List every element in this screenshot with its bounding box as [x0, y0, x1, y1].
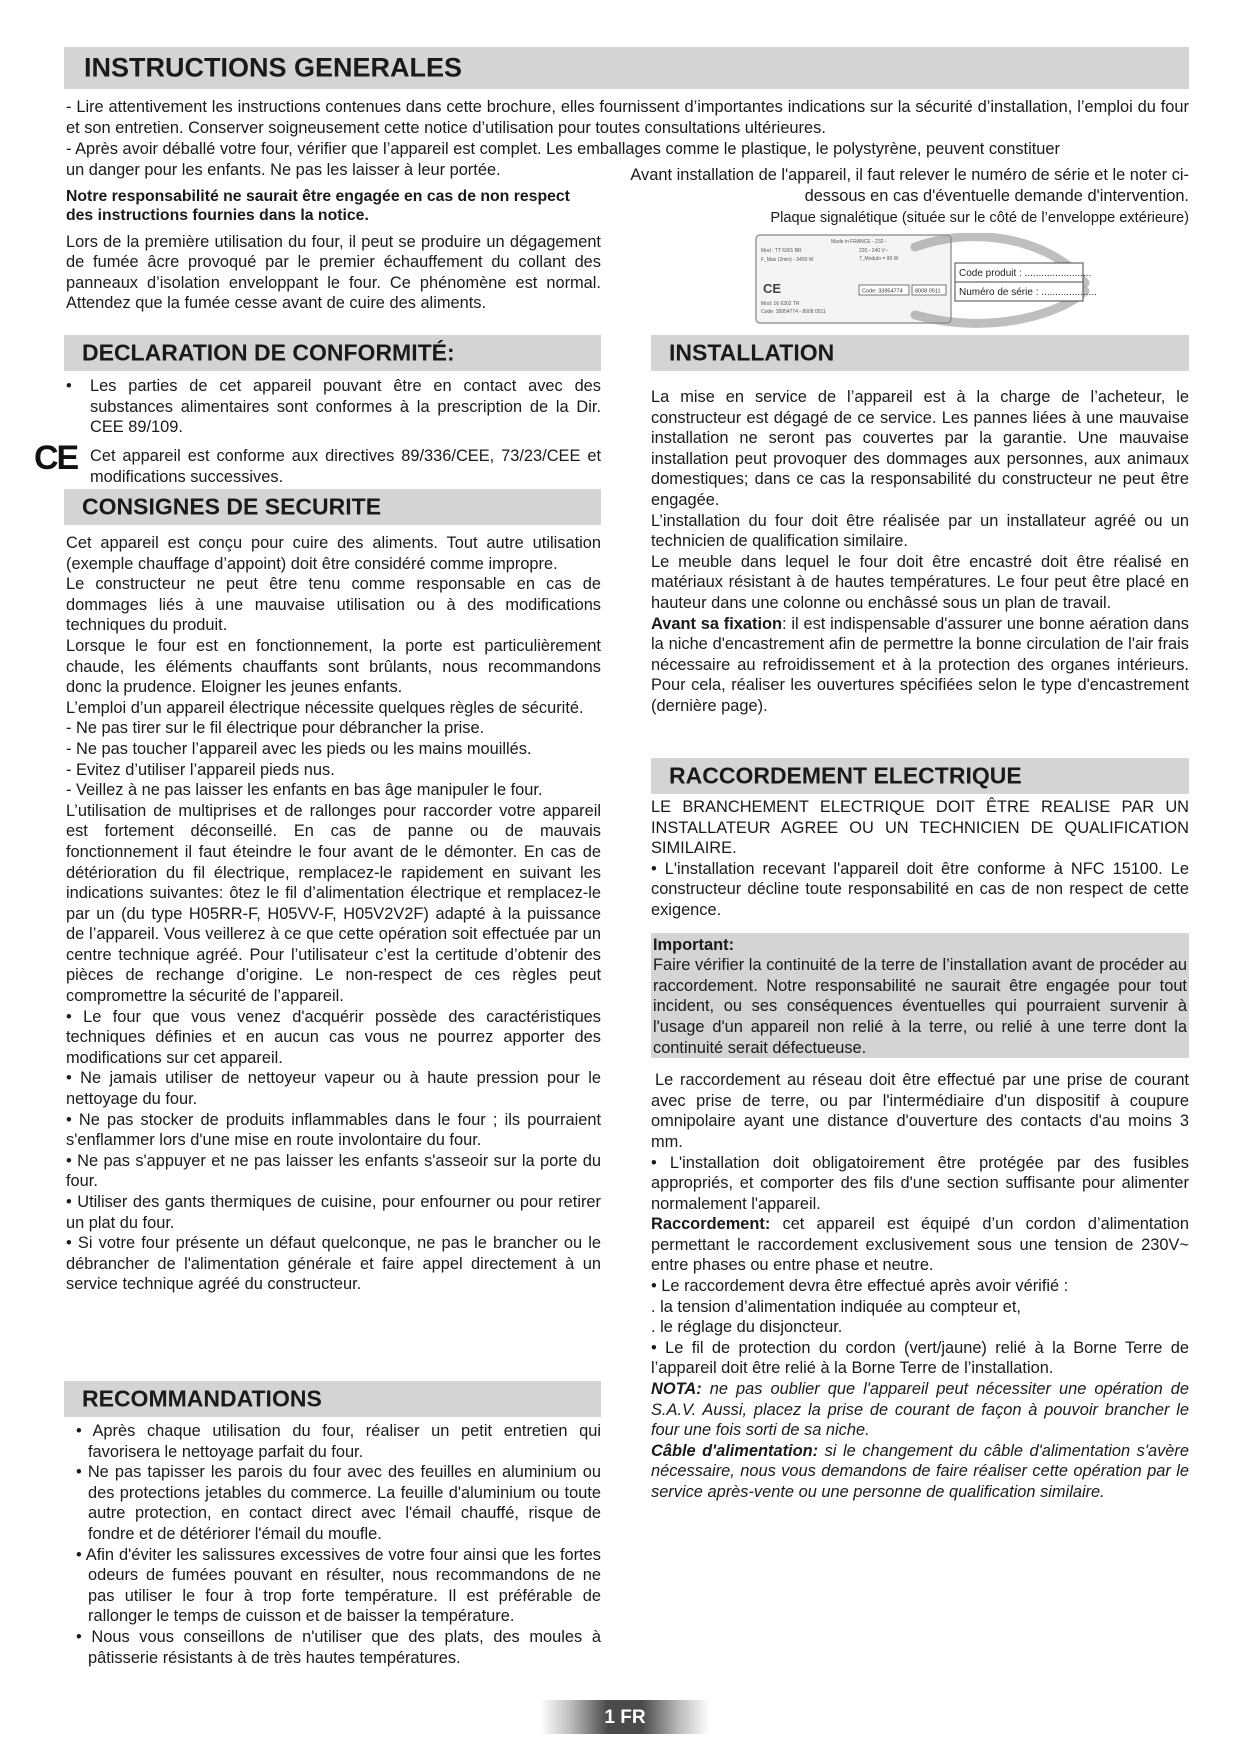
serial-text: Avant installation de l'appareil, il faut relever le numéro de série et le noter ci-dessous en cas d'éventuelle demande d'intervention.: [630, 166, 1189, 205]
consignes-p11: • Ne pas stocker de produits inflammables dans le four ; ils pourraient s'enflammer lors d'une mise en route involontaire du four.: [66, 1110, 601, 1150]
consignes-p0: Cet appareil est conçu pour cuire des aliments. Tout autre utilisation (exemple chauffage d’appoint) doit être considéré comme impropre.: [66, 534, 601, 573]
page-number-badge: [540, 1700, 710, 1734]
cable-alimentation: [651, 1441, 1189, 1503]
consignes-p13: • Utiliser des gants thermiques de cuisine, pour enfourner ou pour retirer un plat du four.: [66, 1193, 601, 1232]
nota-text: ne pas oublier que l'appareil peut nécessiter une opération de S.A.V. Aussi, placez la prise de courant de façon à pouvoir brancher le four une fois sorti de sa niche.: [651, 1380, 1189, 1440]
declaration-bullet: [66, 376, 601, 438]
raccordement-verif-2: . le réglage du disjoncteur.: [651, 1318, 843, 1337]
serial-block: [627, 165, 1189, 229]
avant-fixation-text: : il est indispensable d'assurer une bonne aération dans la niche d'encastrement afin de permettre la bonne circulation de l'air frais nécessaire au refroidissement et à la protection des organes intérieurs. Pour cela, réaliser les ouvertures spécifiées selon le type d'encastrement (dernière page).: [651, 614, 1189, 715]
recommandation-item-2: • Afin d'éviter les salissures excessives de votre four ainsi que les fortes odeurs de fumées pouvant en résulter, nous recommandons de ne pas utiliser le four à trop forte température. Il est préférable de rallonger le temps de cuisson et de baisser la température.: [76, 1545, 601, 1626]
installation-p2: L’installation du four doit être réalisée par un installateur agréé ou un technicien de qualification similaire.: [651, 511, 1189, 551]
rating-plate-illustration: [755, 233, 1125, 328]
plate-line-1: Mod : TT 6301 BR: [761, 248, 802, 254]
plate-line-4: 7_Modulo = 90 W: [859, 256, 899, 262]
code-produit-label: Code produit : ........................: [959, 268, 1092, 279]
consignes-title: CONSIGNES DE SECURITE: [82, 493, 382, 520]
header-band: [64, 47, 1189, 89]
intro-block: [66, 97, 1189, 160]
installation-band: [651, 335, 1189, 371]
declaration-bullet-text: Les parties de cet appareil pouvant être en contact avec des substances alimentaires sont conformes à la prescription de la Dir. CEE 89/109.: [90, 377, 601, 437]
consignes-p6: - Evitez d’utiliser l’appareil pieds nus.: [66, 760, 335, 779]
raccordement-cordon: [651, 1214, 1189, 1276]
consignes-band: [64, 489, 601, 525]
recommandation-item-3: • Nous vous conseillons de n'utiliser que des plats, des moules à pâtisserie résistants à de très hautes températures.: [76, 1627, 601, 1667]
nota: [651, 1379, 1189, 1441]
plate-caption: Plaque signalétique (située sur le côté de l’enveloppe extérieure): [770, 210, 1189, 227]
declaration-body: [66, 376, 601, 438]
ce-text: Cet appareil est conforme aux directives 89/336/CEE, 73/23/CEE et modifications successives.: [90, 447, 601, 486]
important-box: [651, 933, 1189, 1059]
installation-body: [651, 387, 1189, 717]
left-intro: [66, 160, 601, 314]
consignes-p3: L’emploi d’un appareil électrique nécessite quelques règles de sécurité.: [66, 698, 584, 717]
recommandations-band: [64, 1381, 601, 1417]
rating-plate-drawing: [755, 233, 1125, 328]
consignes-p9: • Le four que vous venez d'acquérir possède des caractéristiques techniques définies et en aucun cas vous ne pourrez apporter des modifications sur cet appareil.: [66, 1007, 601, 1067]
installation-p3: Le meuble dans lequel le four doit être encastré doit être réalisé en matériaux résistant à de hautes températures. Le four peut être placé en hauteur dans une colonne ou enchâssé sous un plan de travail.: [651, 552, 1189, 612]
intro-line-3: un danger pour les enfants. Ne pas les laisser à leur portée.: [66, 161, 501, 179]
consignes-p8: L’utilisation de multiprises et de rallonges pour raccorder votre appareil est fortement déconseillé. En cas de panne ou de mauvais fonctionnement il faut éteindre le four avant de le démonter. En cas de détérioration du fil électrique, remplacez-le rapidement en suivant les indications suivantes: ôtez le fil d’alimentation électrique et remplacez-le par un (du type H05RR-F, H05VV-F, H05V2V2F) adapté à la puissance de l’appareil. Vous veillerez à ce que cette opération soit effectuée par un centre technique agréé. Pour l’utilisateur c’est la certitude d’obtenir des pièces de rechange d’origine. Le non-respect de ces règles peut compromettre la sécurité de l’appareil.: [66, 801, 601, 1006]
plate-line-2: 220 - 240 V~: [859, 248, 888, 254]
raccordement-nfc: • L'installation recevant l'appareil doit être conforme à NFC 15100. Le constructeur décline toute responsabilité en cas de non respect de cette exigence.: [651, 859, 1189, 919]
raccordement-fusibles: • L'installation doit obligatoirement être protégée par des fusibles appropriés, et comporter des fils d'une section suffisante pour alimenter normalement l'appareil.: [651, 1153, 1189, 1213]
raccordement-verif-1: . la tension d’alimentation indiquée au compteur et,: [651, 1297, 1021, 1316]
consignes-p14: • Si votre four présente un défaut quelconque, ne pas le brancher ou le débrancher de l'alimentation générale et faire appel directement à un service technique agréé du constructeur.: [66, 1234, 601, 1294]
recommandations-body: [66, 1421, 601, 1668]
consignes-p12: • Ne pas s'appuyer et ne pas laisser les enfants s'asseoir sur la porte du four.: [66, 1151, 601, 1191]
page-number: 1 FR: [604, 1707, 646, 1728]
cable-label: Câble d'alimentation:: [651, 1441, 819, 1460]
raccordement-fil: • Le fil de protection du cordon (vert/jaune) relié à la Borne Terre de l’appareil doit être relié à la Borne Terre de l’installation.: [651, 1338, 1189, 1378]
installation-p4: [651, 614, 1189, 717]
consignes-p1: Le constructeur ne peut être tenu comme responsable en cas de dommages liés à une mauvaise utilisation ou à des modifications techniques du produit.: [66, 575, 601, 635]
raccordement-verif: • Le raccordement devra être effectué après avoir vérifié :: [651, 1277, 1069, 1296]
plate-line-3: F_Max (2min) - 3450 W: [761, 257, 814, 263]
plate-line-6: 8008 0511: [915, 288, 941, 295]
raccordement-body: [651, 797, 1189, 1503]
important-text: Faire vérifier la continuité de la terre de l’installation avant de procéder au raccordement. Notre responsabilité ne saurait être engagée pour tout incident, ou ses conséquences éventuelles qui pourraient survenir à l'usage d'un appareil non relié à la terre, ou relié à une terre dont la continuité serait défectueuse.: [653, 956, 1187, 1057]
consignes-p5: - Ne pas toucher l’appareil avec les pieds ou les mains mouillés.: [66, 739, 532, 758]
consignes-p7: - Veillez à ne pas laisser les enfants en bas âge manipuler le four.: [66, 781, 543, 800]
plate-line-0: Made in FRANCE - 232 -: [831, 239, 887, 245]
nota-label: NOTA:: [651, 1380, 702, 1399]
page-title: INSTRUCTIONS GENERALES: [84, 52, 463, 83]
declaration-title: DECLARATION DE CONFORMITÉ:: [82, 339, 455, 366]
raccordement-reseau: Le raccordement au réseau doit être effectué par une prise de courant avec prise de terre, ou par l'intermédiaire d'un dispositif à coupure omnipolaire ayant une distance d'ouverture des contacts d'au moins 3 mm.: [651, 1071, 1189, 1151]
raccordement-title: RACCORDEMENT ELECTRIQUE: [669, 762, 1022, 789]
intro-line-2: - Après avoir déballé votre four, vérifier que l’appareil est complet. Les emballages comme le plastique, le polystyrène, peuvent constituer: [66, 140, 1060, 158]
avant-fixation-label: Avant sa fixation: [651, 614, 783, 633]
recommandation-item-0: • Après chaque utilisation du four, réaliser un petit entretien qui favorisera le nettoyage parfait du four.: [76, 1422, 601, 1461]
raccordement-band: [651, 758, 1189, 794]
recommandations-title: RECOMMANDATIONS: [82, 1385, 322, 1412]
cable-text: si le changement du câble d'alimentation s'avère nécessaire, nous vous demandons de faire réaliser cette opération par le service après-vente ou une personne de qualification similaire.: [651, 1441, 1189, 1501]
plate-line-8: Code: 39954774 - 8008 0511: [761, 309, 826, 315]
plate-line-5: Code: 33954774: [862, 288, 903, 295]
declaration-band: [64, 335, 601, 371]
responsibility-warning: Notre responsabilité ne saurait être engagée en cas de non respect des instructions fournies dans la notice.: [66, 187, 570, 225]
first-use-text: Lors de la première utilisation du four, il peut se produire un dégagement de fumée âcre provoqué par le premier échauffement du collant des panneaux d’isolation enveloppant le four. Ce phénomène est normal. Attendez que la fumée cesse avant de cuire des aliments.: [66, 232, 601, 313]
consignes-p10: • Ne jamais utiliser de nettoyeur vapeur ou à haute pression pour le nettoyage du four.: [66, 1069, 601, 1109]
plate-line-7: Mod: 16 6302 TR: [761, 301, 800, 307]
plate-ce-mark: CE: [763, 281, 782, 296]
numero-serie-label: Numéro de série : ....................: [959, 287, 1097, 298]
consignes-body: [66, 533, 601, 1295]
consignes-p2: Lorsque le four est en fonctionnement, la porte est particulièrement chaude, les éléments chauffants sont brûlants, nous recommandons donc la prudence. Eloigner les jeunes enfants.: [66, 636, 601, 697]
raccordement-caps: LE BRANCHEMENT ELECTRIQUE DOIT ÊTRE REALISE PAR UN INSTALLATEUR AGREE OU UN TECHNICIEN DE QUALIFICATION SIMILAIRE.: [651, 798, 1189, 858]
intro-line-1: - Lire attentivement les instructions contenues dans cette brochure, elles fournissent d’importantes indications sur la sécurité d’installation, l’emploi du four et son entretien. Conserver soigneusement cette notice d’utilisation pour toutes consultations ultérieures.: [66, 98, 1189, 137]
raccordement-cordon-text: cet appareil est équipé d’un cordon d’alimentation permettant le raccordement exclusivement sous une tension de 230V~ entre phases ou entre phase et neutre.: [651, 1215, 1189, 1275]
important-label: Important:: [653, 935, 735, 954]
consignes-p4: - Ne pas tirer sur le fil électrique pour débrancher la prise.: [66, 719, 485, 738]
installation-title: INSTALLATION: [669, 339, 835, 366]
raccordement-label: Raccordement:: [651, 1215, 771, 1234]
bullet-dot: •: [66, 377, 72, 395]
ce-mark-icon: CE: [34, 439, 78, 477]
installation-p1: La mise en service de l’appareil est à la charge de l’acheteur, le constructeur est dégagé de ce service. Les pannes liées à une mauvaise installation ne seront pas couvertes par la garantie. Une mauvaise installation peut provoquer des dommages aux personnes, aux animaux domestiques; dans ce cas la responsabilité du constructeur ne peut être engagée.: [651, 388, 1189, 509]
recommandation-item-1: • Ne pas tapisser les parois du four avec des feuilles en aluminium ou des protections jetables du commerce. La feuille d'aluminium ou toute autre protection, en contact direct avec l'émail chauffé, risque de fondre et de détériorer l'émail du moufle.: [76, 1463, 601, 1543]
